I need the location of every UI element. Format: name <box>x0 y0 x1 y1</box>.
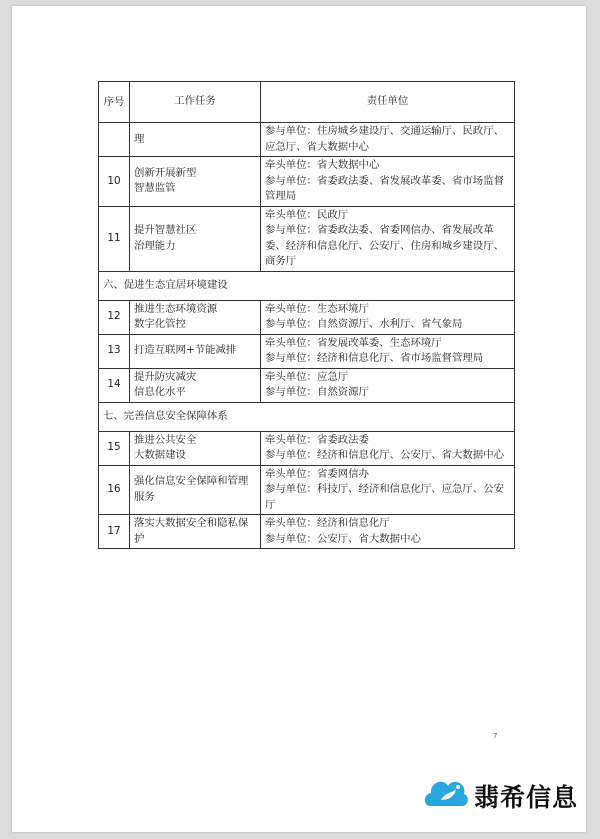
header-number: 序号 <box>99 82 130 123</box>
task-cell <box>130 206 261 271</box>
task-line: 打造互联网+节能减排 <box>134 344 237 357</box>
table-row <box>99 465 515 515</box>
unit-line: 参与单位：经济和信息化厅、省市场监督管理局 <box>265 352 484 364</box>
page-number: 7 <box>493 732 498 740</box>
unit-line: 牵头单位：省委网信办 <box>265 467 369 480</box>
table-body <box>99 123 515 549</box>
unit-line: 参与单位：省委政法委、省发展改革委、省市场监督管理局 <box>265 174 504 202</box>
watermark-text: 翡希信息 <box>474 783 579 812</box>
table-row <box>99 123 515 157</box>
section-row <box>99 402 515 431</box>
document-page <box>12 6 586 832</box>
task-cell <box>130 157 261 207</box>
task-line: 治理能力 <box>134 239 176 252</box>
units-cell <box>261 368 515 402</box>
row-number: 11 <box>99 206 130 271</box>
row-number: 10 <box>99 157 130 207</box>
units-cell <box>261 334 515 368</box>
table-row <box>99 334 515 368</box>
task-line: 大数据建设 <box>134 449 186 461</box>
section-row <box>99 271 515 300</box>
units-cell <box>261 206 515 271</box>
unit-line: 牵头单位：民政厅 <box>265 208 349 221</box>
row-number: 13 <box>99 334 130 368</box>
row-number: 17 <box>99 515 130 549</box>
cloud-bird-icon <box>422 766 472 818</box>
table-row <box>99 368 515 402</box>
unit-line: 牵头单位：经济和信息化厅 <box>265 517 390 529</box>
unit-line: 牵头单位：省委政法委 <box>265 433 369 446</box>
task-cell <box>130 300 261 334</box>
table-row <box>99 206 515 271</box>
row-number: 14 <box>99 368 130 402</box>
unit-line: 参与单位：自然资源厅、水利厅、省气象局 <box>265 318 463 330</box>
unit-line: 参与单位：省委政法委、省委网信办、省发展改革委、经济和信息化厅、公安厅、住房和城乡建设厅、商务厅 <box>265 224 504 267</box>
table-row <box>99 515 515 549</box>
unit-line: 牵头单位：省发展改革委、生态环境厅 <box>265 336 442 349</box>
unit-line: 参与单位：经济和信息化厅、公安厅、省大数据中心 <box>265 449 504 461</box>
table-header-row <box>99 82 515 123</box>
section-title: 六、促进生态宜居环境建设 <box>99 271 515 300</box>
task-line: 理 <box>134 132 145 145</box>
units-cell <box>261 300 515 334</box>
task-cell <box>130 368 261 402</box>
units-cell <box>261 431 515 465</box>
units-cell <box>261 515 515 549</box>
unit-line: 参与单位：科技厅、经济和信息化厅、应急厅、公安厅 <box>265 483 504 511</box>
task-line: 提升防灾减灾 <box>134 370 197 383</box>
unit-line: 牵头单位：省大数据中心 <box>265 159 380 171</box>
task-line: 强化信息安全保障和管理服务 <box>134 475 249 503</box>
unit-line: 牵头单位：应急厅 <box>265 370 349 383</box>
unit-line: 参与单位：公安厅、省大数据中心 <box>265 532 421 545</box>
units-cell <box>261 157 515 207</box>
units-cell <box>261 123 515 157</box>
table-row <box>99 157 515 207</box>
task-table <box>98 81 515 549</box>
unit-line: 参与单位：自然资源厅 <box>265 386 369 398</box>
task-cell <box>130 123 261 157</box>
task-line: 落实大数据安全和隐私保护 <box>134 517 249 545</box>
task-line: 智慧监管 <box>134 182 176 195</box>
row-number: 15 <box>99 431 130 465</box>
task-line: 数字化管控 <box>134 318 186 330</box>
row-number: 12 <box>99 300 130 334</box>
unit-line: 牵头单位：生态环境厅 <box>265 302 369 315</box>
task-cell <box>130 465 261 515</box>
task-line: 提升智慧社区 <box>134 224 197 236</box>
header-task: 工作任务 <box>130 82 261 123</box>
task-line: 推进公共安全 <box>134 433 197 446</box>
task-cell <box>130 334 261 368</box>
task-cell <box>130 431 261 465</box>
row-number: 16 <box>99 465 130 515</box>
units-cell <box>261 465 515 515</box>
header-units: 责任单位 <box>261 82 515 123</box>
task-line: 创新开展新型 <box>134 166 197 179</box>
row-number <box>99 123 130 157</box>
task-cell <box>130 515 261 549</box>
table-row <box>99 431 515 465</box>
unit-line: 参与单位：住房城乡建设厅、交通运输厅、民政厅、应急厅、省大数据中心 <box>265 125 504 153</box>
task-line: 推进生态环境资源 <box>134 302 218 315</box>
table-row <box>99 300 515 334</box>
task-line: 信息化水平 <box>134 386 186 398</box>
watermark <box>422 766 582 822</box>
section-title: 七、完善信息安全保障体系 <box>99 402 515 431</box>
